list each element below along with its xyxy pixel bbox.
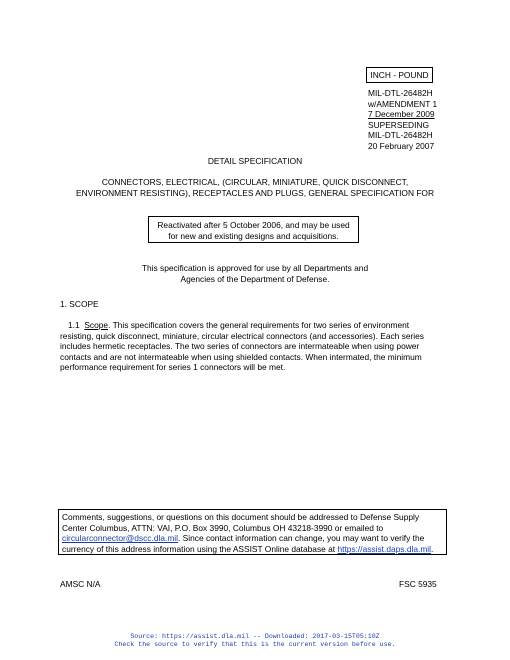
- doc-date: 7 December 2009: [368, 109, 435, 120]
- approval-line-1: This specification is approved for use by all Departments and: [141, 263, 369, 273]
- email-link[interactable]: circularconnector@dscc.dla.mil: [62, 533, 179, 544]
- download-footer: [0, 633, 510, 649]
- comments-line-3: . Since contact information can change, you may want to verify the: [178, 533, 425, 544]
- doc-superseded-number: MIL-DTL-26482H: [368, 130, 433, 141]
- doc-number: MIL-DTL-26482H: [368, 88, 433, 98]
- document-title: [0, 177, 510, 198]
- scope-line-2: resisting, quick disconnect, miniature, circular electrical connectors (and accessories). Each series: [60, 330, 424, 341]
- scope-number: 1.1: [68, 320, 80, 330]
- scope-label: Scope: [84, 320, 109, 330]
- doc-amendment: w/AMENDMENT 1: [368, 98, 438, 109]
- spec-type: DETAIL SPECIFICATION: [207, 156, 303, 166]
- fsc-label: FSC 5935: [399, 579, 437, 589]
- scope-paragraph: [60, 320, 460, 373]
- notice-line-2: for new and existing designs and acquisitions.: [168, 230, 339, 241]
- scope-line-1: . This specification covers the general requirements for two series of environment: [108, 320, 410, 330]
- footer-line-2: Check the source to verify that this is the current version before use.: [114, 641, 396, 648]
- comments-line-4-end: .: [431, 543, 434, 554]
- reactivation-notice-box: [148, 216, 359, 243]
- comments-box: [58, 509, 447, 555]
- approval-line-2: Agencies of the Department of Defense.: [180, 273, 330, 284]
- doc-superseded-date: 20 February 2007: [368, 140, 435, 151]
- notice-line-1: Reactivated after 5 October 2006, and may be used: [157, 220, 350, 230]
- comments-line-4: currency of this address information using the ASSIST Online database at: [62, 543, 338, 554]
- section-heading-scope: 1. SCOPE: [60, 299, 99, 309]
- units-label: INCH - POUND: [370, 70, 429, 80]
- scope-line-5: performance requirement for series 1 connectors will be met.: [60, 362, 286, 373]
- scope-line-4: contacts and are not intermateable when using shielded contacts. When intermated, the minimum: [60, 351, 422, 362]
- comments-line-2: Center Columbus, ATTN: VAI, P.O. Box 3990, Columbus OH 43218-3990 or emailed to: [62, 522, 384, 533]
- units-box: [366, 67, 433, 83]
- amsc-label: AMSC N/A: [60, 579, 101, 589]
- title-line-1: CONNECTORS, ELECTRICAL, (CIRCULAR, MINIATURE, QUICK DISCONNECT,: [101, 177, 409, 187]
- approval-statement: [0, 263, 510, 284]
- footer-line-1: Source: https://assist.dla.mil -- Downloaded: 2017-03-15T05:10Z: [130, 633, 380, 640]
- scope-line-3: includes hermetic receptacles. The two series of connectors are intermateable when using power: [60, 341, 420, 352]
- assist-url-link[interactable]: https://assist.daps.dla.mil: [337, 543, 432, 554]
- doc-superseding: SUPERSEDING: [368, 119, 429, 130]
- comments-line-1: Comments, suggestions, or questions on this document should be addressed to Defense Supply: [62, 512, 420, 522]
- title-line-2: ENVIRONMENT RESISTING), RECEPTACLES AND PLUGS, GENERAL SPECIFICATION FOR: [75, 187, 434, 198]
- document-id-block: [368, 88, 488, 152]
